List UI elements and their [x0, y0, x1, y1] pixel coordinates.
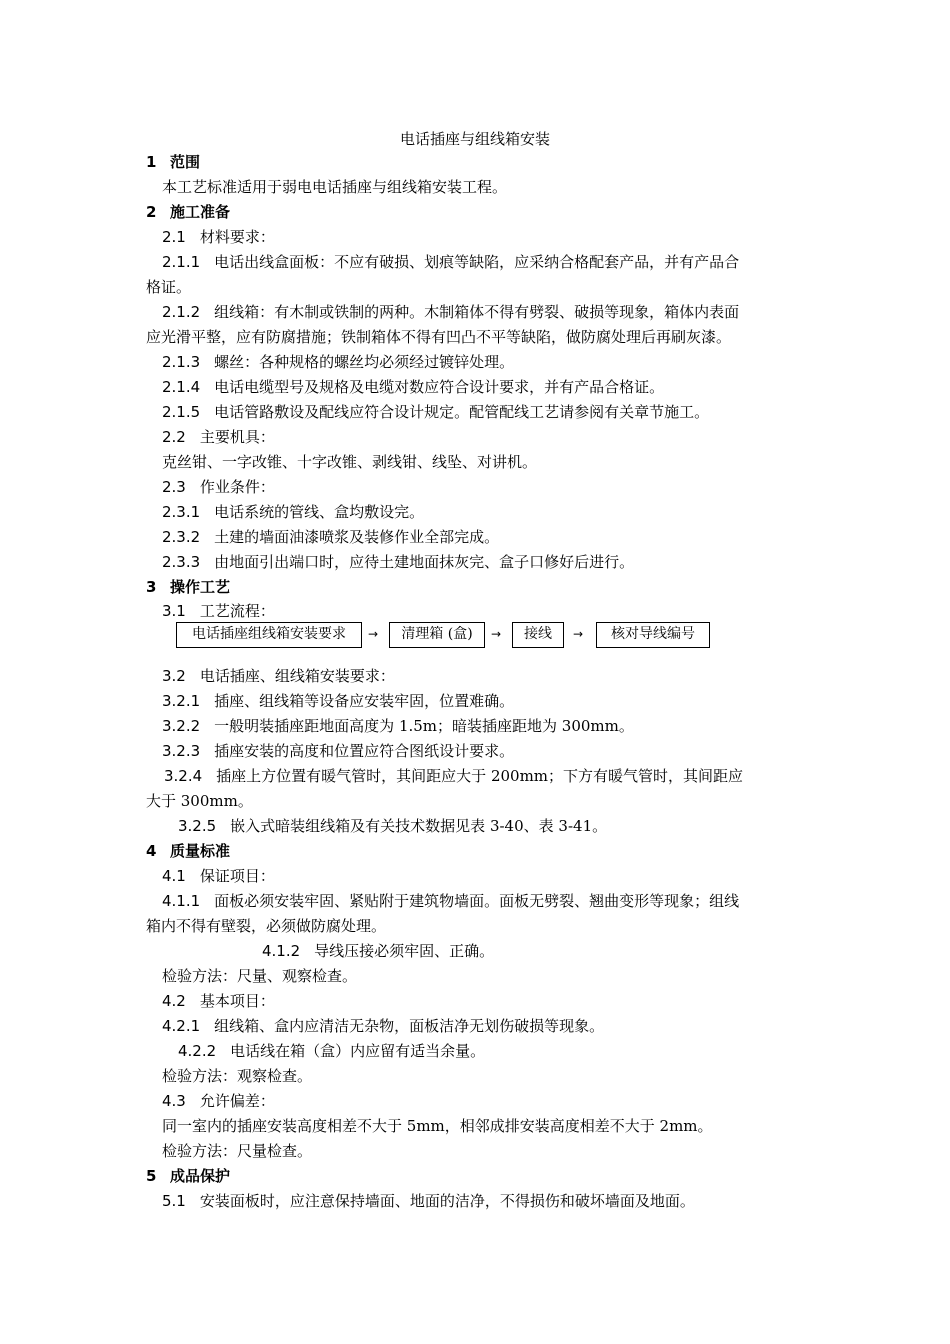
clause-number: 2.1.4: [162, 378, 201, 396]
clause-text: 由地面引出端口时，应待土建地面抹灰完、盒子口修好后进行。: [214, 553, 635, 571]
clause-text: 保证项目：: [199, 867, 275, 885]
clause-2-3: [162, 477, 275, 497]
clause-number: 2.3.1: [162, 503, 201, 521]
clause-number: 4.2.2: [178, 1042, 217, 1060]
clause-text: 基本项目：: [199, 992, 275, 1010]
section-4-heading: [146, 841, 230, 861]
clause-text: 电话系统的管线、盒均敷设完。: [214, 503, 425, 521]
clause-2-3-3: [162, 552, 634, 572]
clause-3-1: [162, 601, 275, 621]
section-number: 2: [146, 203, 157, 221]
clause-number: 4.1.2: [262, 942, 301, 960]
clause-2-2: [162, 427, 275, 447]
section-title: 质量标准: [170, 842, 231, 860]
clause-5-1: [162, 1191, 695, 1211]
clause-4-2: [162, 991, 275, 1011]
clause-text: 电话出线盒面板：不应有破损、划痕等缺陷，应采纳合格配套产品，并有产品合: [214, 253, 740, 271]
section-number: 1: [146, 153, 157, 171]
clause-number: 4.1.1: [162, 892, 201, 910]
clause-number: 3.2.4: [164, 767, 203, 785]
clause-continuation: 箱内不得有壁裂，必须做防腐处理。: [146, 917, 387, 935]
clause-text: 一般明装插座距地面高度为 1.5m；暗装插座距地为 300mm。: [214, 717, 634, 735]
clause-text: 电话线在箱（盒）内应留有适当余量。: [230, 1042, 486, 1060]
clause-text: 组线箱、盒内应清洁无杂物，面板洁净无划伤破损等现象。: [214, 1017, 605, 1035]
section-title: 操作工艺: [170, 578, 231, 596]
clause-number: 3.2.2: [162, 717, 201, 735]
section-number: 4: [146, 842, 157, 860]
clause-number: 2.3: [162, 478, 186, 496]
clause-4-1-1: [162, 891, 739, 911]
section-number: 3: [146, 578, 157, 596]
clause-text: 主要机具：: [199, 428, 275, 446]
clause-text: 电话插座、组线箱安装要求：: [199, 667, 395, 685]
arrow-right-icon: →: [491, 627, 502, 641]
clause-continuation: 格证。: [146, 278, 192, 296]
section-2-heading: [146, 202, 230, 222]
clause-text: 面板必须安装牢固、紧贴附于建筑物墙面。面板无劈裂、翘曲变形等现象；组线: [214, 892, 740, 910]
clause-text: 嵌入式暗装组线箱及有关技术数据见表 3-40、表 3-41。: [230, 817, 608, 835]
clause-number: 3.2.1: [162, 692, 201, 710]
clause-2-1: [162, 227, 275, 247]
clause-text: 插座安装的高度和位置应符合图纸设计要求。: [214, 742, 515, 760]
flow-step-1: 电话插座组线箱安装要求: [176, 622, 362, 648]
clause-2-1-2: [162, 302, 739, 322]
clause-3-2-3: [162, 741, 514, 761]
clause-4-2-1: [162, 1016, 604, 1036]
section-title: 成品保护: [170, 1167, 231, 1185]
clause-text: 土建的墙面油漆喷浆及装修作业全部完成。: [214, 528, 500, 546]
clause-2-1-5: [162, 402, 709, 422]
clause-text: 插座上方位置有暖气管时，其间距应大于 200mm；下方有暖气管时，其间距应: [216, 767, 744, 785]
inspection-method: 检验方法：观察检查。: [162, 1067, 313, 1085]
clause-text: 材料要求：: [199, 228, 275, 246]
clause-text: 插座、组线箱等设备应安装牢固，位置难确。: [214, 692, 515, 710]
clause-4-1-2: [262, 941, 494, 961]
flow-step-4: 核对导线编号: [596, 622, 710, 648]
clause-number: 2.1: [162, 228, 186, 246]
clause-continuation: 应光滑平整，应有防腐措施；铁制箱体不得有凹凸不平等缺陷，做防腐处理后再刷灰漆。: [146, 328, 732, 346]
clause-text: 允许偏差：: [199, 1092, 275, 1110]
clause-number: 3.1: [162, 602, 186, 620]
inspection-method: 检验方法：尺量检查。: [162, 1142, 313, 1160]
paragraph: 克丝钳、一字改锥、十字改锥、剥线钳、线坠、对讲机。: [162, 453, 538, 471]
inspection-method: 检验方法：尺量、观察检查。: [162, 967, 358, 985]
clause-4-3: [162, 1091, 275, 1111]
section-1-heading: [146, 152, 200, 172]
clause-text: 螺丝：各种规格的螺丝均必须经过镀锌处理。: [214, 353, 515, 371]
section-number: 5: [146, 1167, 157, 1185]
clause-2-1-4: [162, 377, 664, 397]
clause-continuation: 大于 300mm。: [146, 792, 253, 810]
page-title: 电话插座与组线箱安装: [399, 130, 550, 148]
clause-number: 2.1.1: [162, 253, 201, 271]
clause-2-3-1: [162, 502, 424, 522]
clause-text: 导线压接必须牢固、正确。: [314, 942, 495, 960]
clause-text: 作业条件：: [199, 478, 275, 496]
clause-3-2-5: [178, 816, 607, 836]
clause-2-1-3: [162, 352, 514, 372]
clause-number: 3.2: [162, 667, 186, 685]
clause-number: 5.1: [162, 1192, 186, 1210]
clause-3-2-4: [164, 766, 743, 786]
clause-4-2-2: [178, 1041, 485, 1061]
clause-text: 电话管路敷设及配线应符合设计规定。配管配线工艺请参阅有关章节施工。: [214, 403, 710, 421]
flow-step-3: 接线: [512, 622, 564, 648]
clause-2-3-2: [162, 527, 499, 547]
arrow-right-icon: →: [573, 627, 584, 641]
arrow-right-icon: →: [368, 627, 379, 641]
clause-2-1-1: [162, 252, 739, 272]
section-3-heading: [146, 577, 230, 597]
clause-number: 2.1.3: [162, 353, 201, 371]
clause-text: 安装面板时，应注意保持墙面、地面的洁净，不得损伤和破坏墙面及地面。: [199, 1192, 695, 1210]
clause-text: 工艺流程：: [199, 602, 275, 620]
clause-number: 4.2.1: [162, 1017, 201, 1035]
clause-number: 2.1.5: [162, 403, 201, 421]
clause-number: 2.3.2: [162, 528, 201, 546]
section-title: 施工准备: [170, 203, 231, 221]
clause-number: 4.2: [162, 992, 186, 1010]
section-5-heading: [146, 1166, 230, 1186]
clause-3-2-2: [162, 716, 634, 736]
clause-number: 2.1.2: [162, 303, 201, 321]
clause-number: 3.2.5: [178, 817, 217, 835]
clause-text: 组线箱：有木制或铁制的两种。木制箱体不得有劈裂、破损等现象，箱体内表面: [214, 303, 740, 321]
paragraph: 本工艺标准适用于弱电电话插座与组线箱安装工程。: [162, 178, 508, 196]
clause-number: 4.3: [162, 1092, 186, 1110]
clause-number: 3.2.3: [162, 742, 201, 760]
clause-3-2-1: [162, 691, 514, 711]
section-title: 范围: [170, 153, 201, 171]
clause-number: 2.2: [162, 428, 186, 446]
paragraph: 同一室内的插座安装高度相差不大于 5mm，相邻成排安装高度相差不大于 2mm。: [162, 1117, 713, 1135]
flow-step-2: 清理箱 (盒): [389, 622, 485, 648]
clause-3-2: [162, 666, 395, 686]
clause-number: 4.1: [162, 867, 186, 885]
clause-4-1: [162, 866, 275, 886]
clause-number: 2.3.3: [162, 553, 201, 571]
clause-text: 电话电缆型号及规格及电缆对数应符合设计要求，并有产品合格证。: [214, 378, 665, 396]
